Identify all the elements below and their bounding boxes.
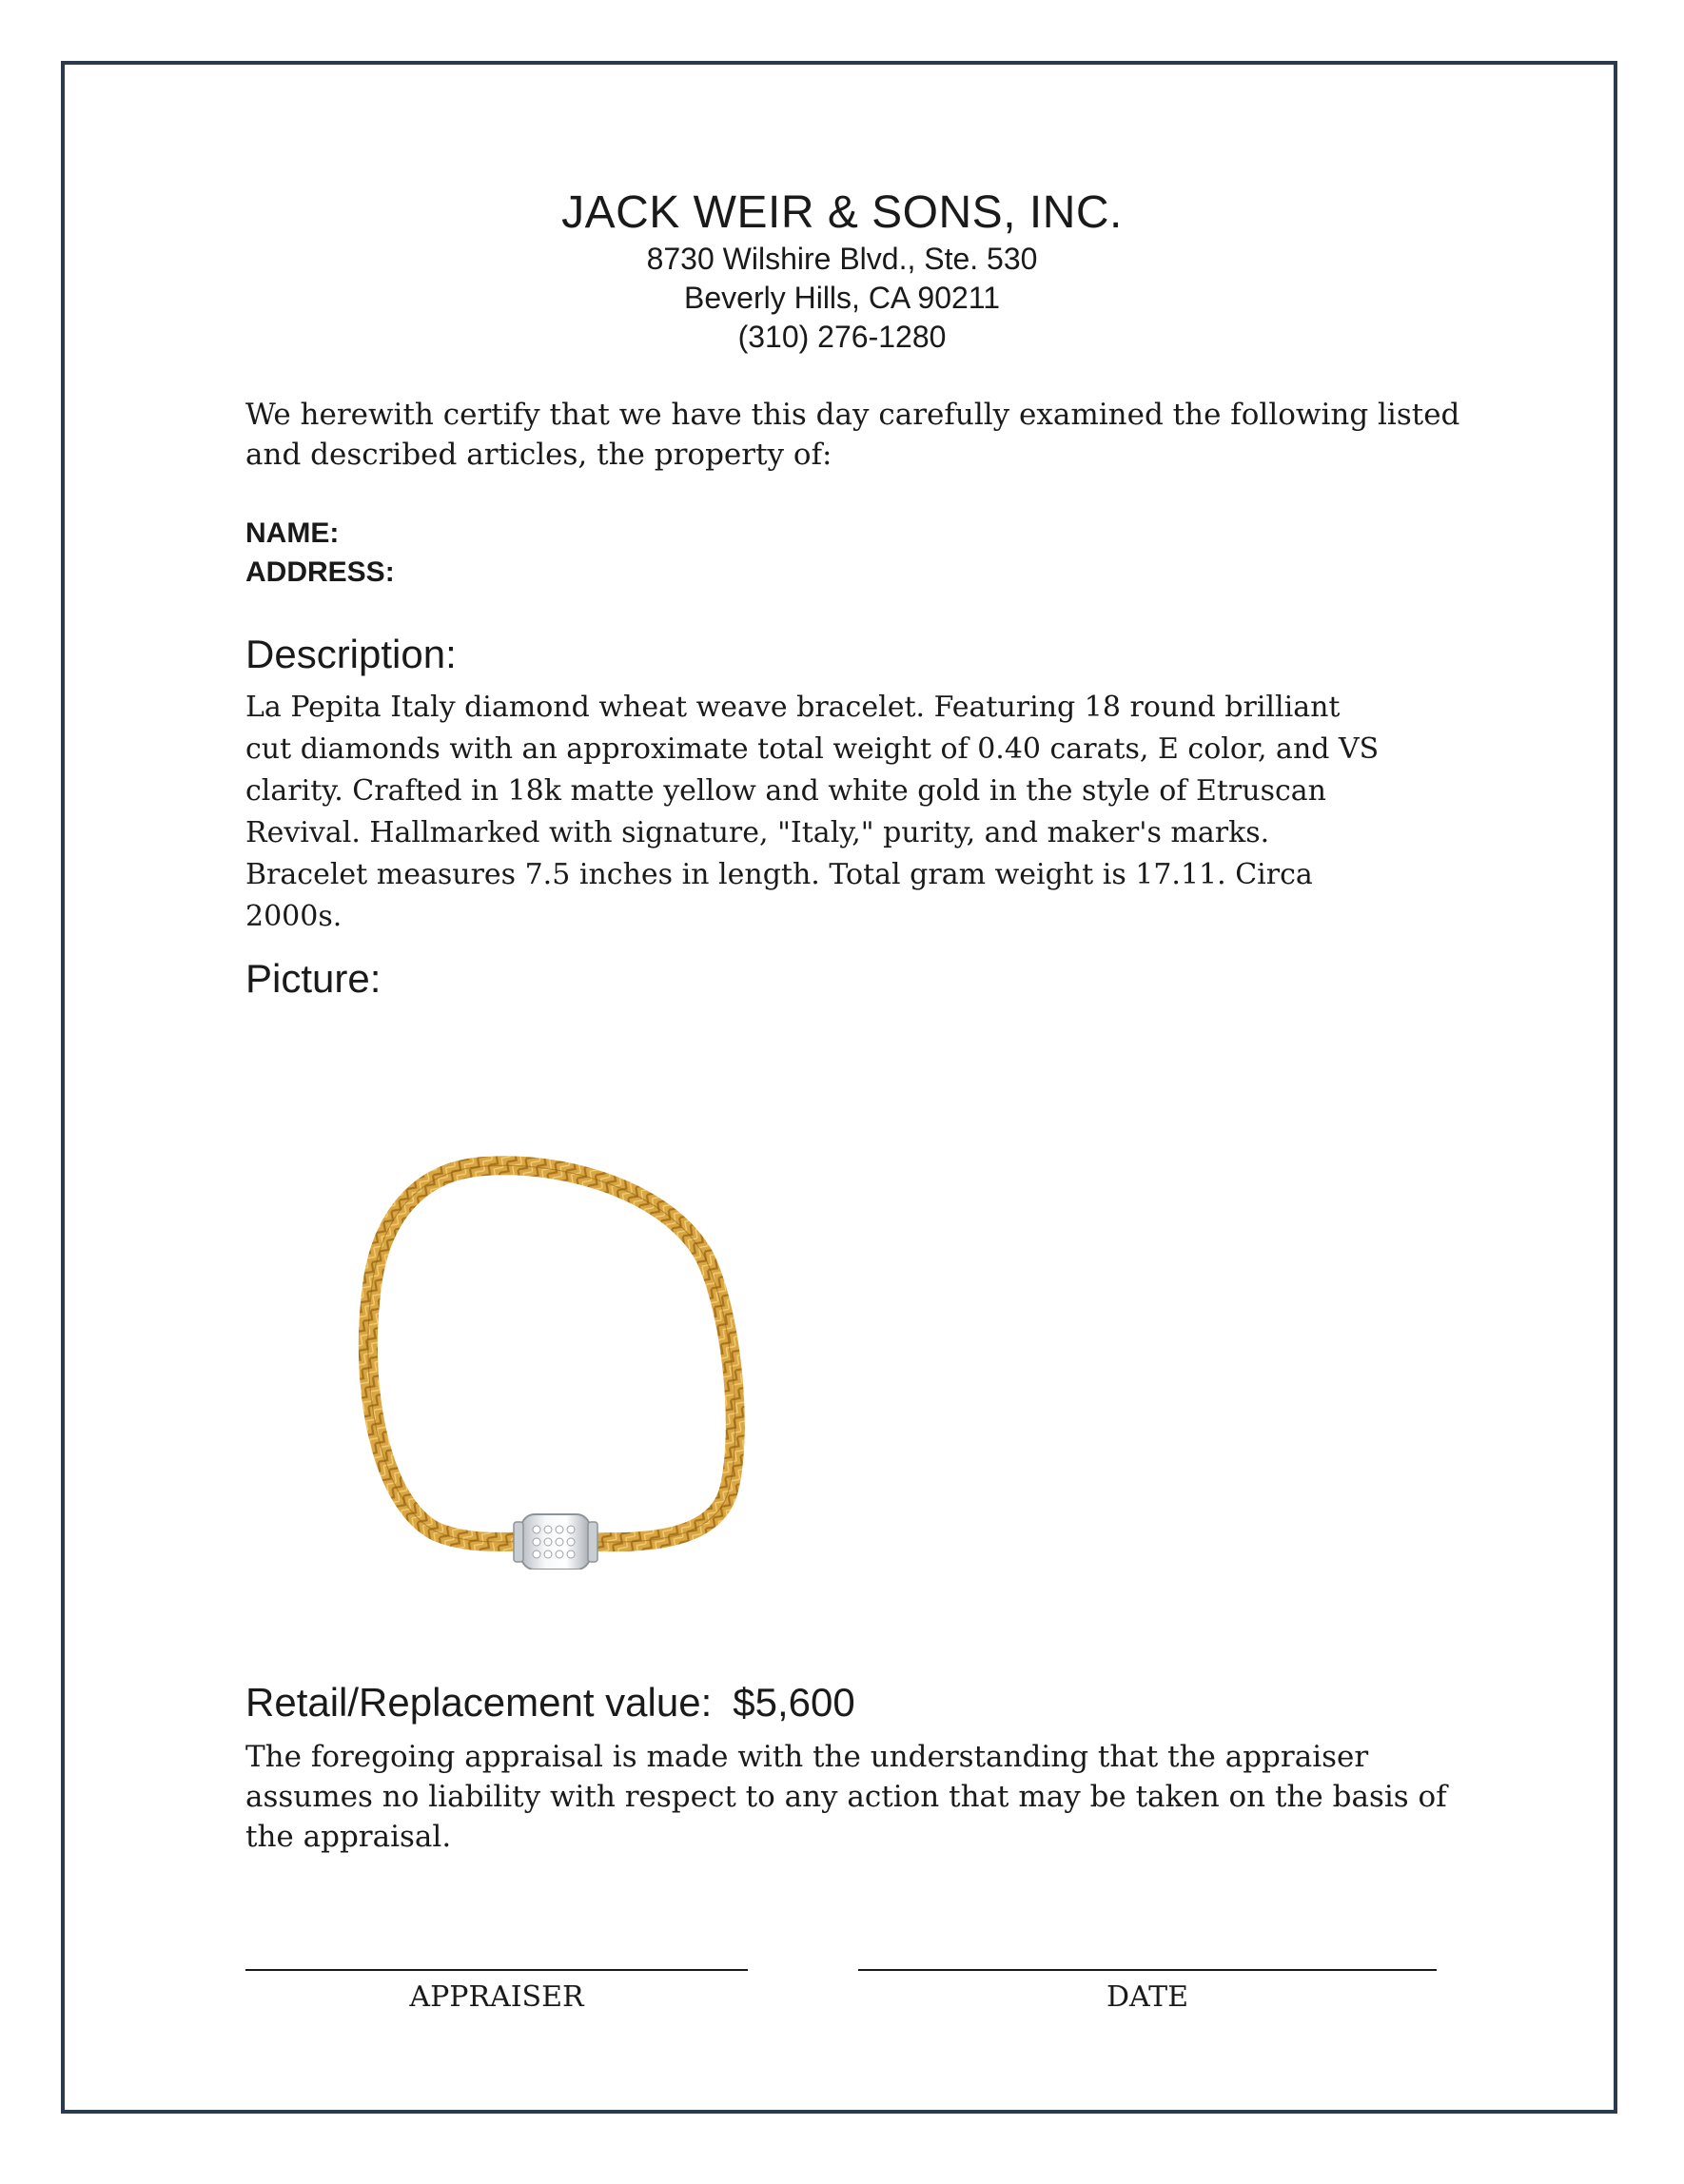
company-address-line2: Beverly Hills, CA 90211 [684,281,1000,315]
date-label: DATE [1106,1980,1188,2014]
company-phone: (310) 276-1280 [737,320,947,354]
certification-text: We herewith certify that we have this day carefully examined the following listed and described articles, the property of: [245,398,1460,472]
date-signature-line [858,1969,1437,1971]
name-label: NAME: [245,517,340,549]
company-address-line1: 8730 Wilshire Blvd., Ste. 530 [646,242,1038,276]
valuation-amount: $5,600 [733,1680,855,1725]
appraiser-signature-line [245,1969,748,1971]
owner-fields [245,514,1482,592]
bracelet-chain [368,1165,735,1542]
description-heading: Description: [245,632,457,676]
diamond-clasp [514,1514,597,1570]
bracelet-photo [352,1151,771,1570]
valuation-label: Retail/Replacement value: [245,1680,713,1725]
letterhead [0,186,1684,357]
picture-heading: Picture: [245,956,382,1001]
valuation-line [245,1679,1482,1726]
disclaimer-text: The foregoing appraisal is made with the understanding that the appraiser assumes no liability with respect to any action that may be taken on the basis of the appraisal. [245,1740,1447,1854]
address-label: ADDRESS: [245,556,395,588]
description-text: La Pepita Italy diamond wheat weave bracelet. Featuring 18 round brilliant cut diamonds with an approximate total weight of 0.40 carats, E color, and VS clarity. Crafted in 18k matte yellow and white gold in the style of Etruscan Revival. Hallmarked with signature, "Italy," purity, and maker's marks. Bracelet measures 7.5 inches in length. Total gram weight is 17.11. Circa 2000s. [245,691,1380,933]
appraiser-label: APPRAISER [409,1980,584,2014]
company-name: JACK WEIR & SONS, INC. [561,187,1123,238]
